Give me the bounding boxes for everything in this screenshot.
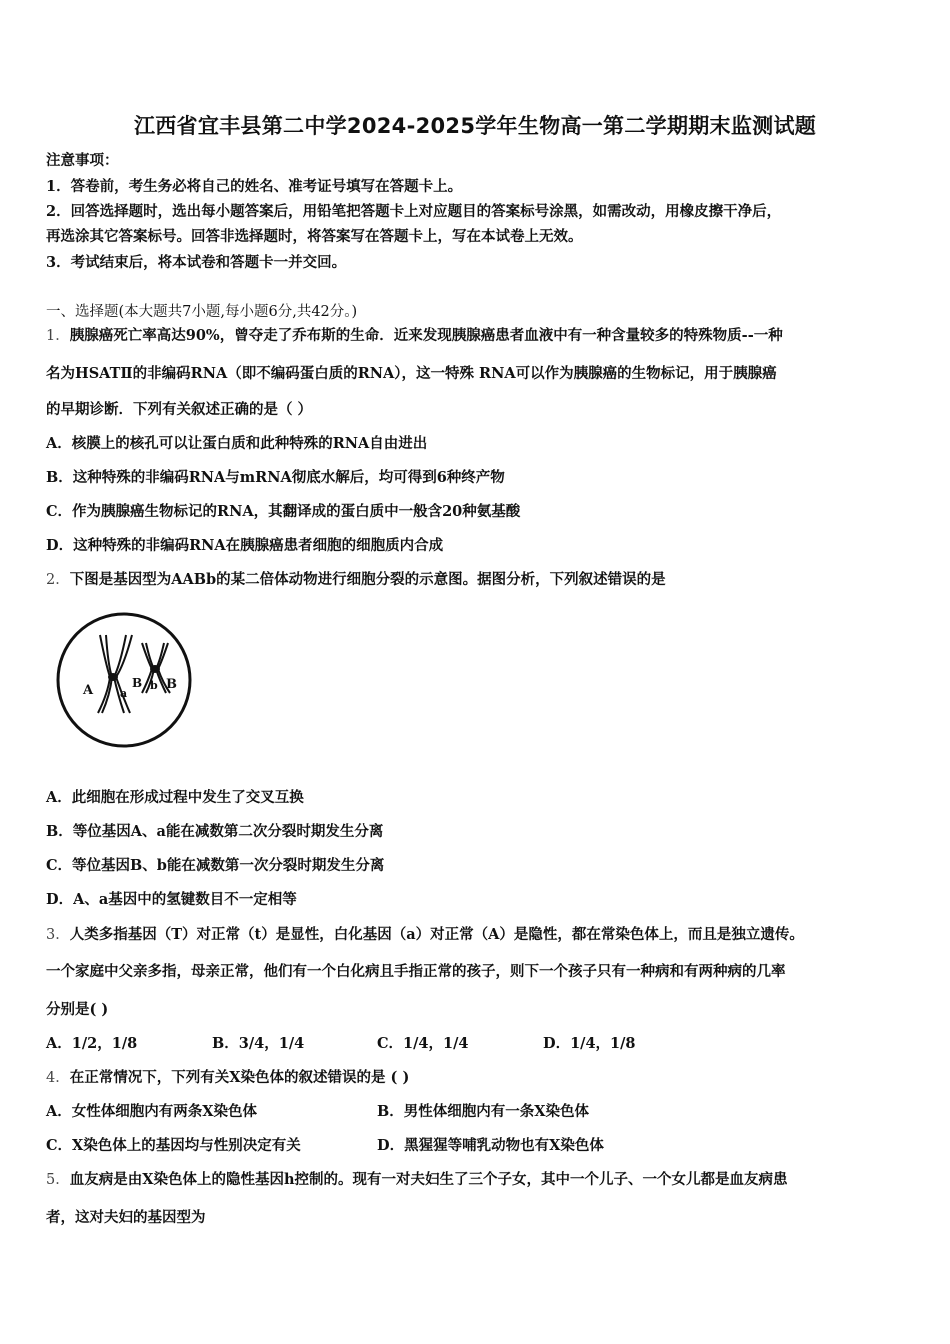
question-5-text: 血友病是由X染色体上的隐性基因h控制的。现有一对夫妇生了三个子女，其中一个儿子、一个女儿都是血友病患 <box>69 1171 788 1188</box>
question-1-text: 胰腺癌死亡率高达90%，曾夺走了乔布斯的生命．近来发现胰腺癌患者血液中有一种含量较多的特殊物质--一种 <box>69 327 783 344</box>
question-4-option-d: D．黑猩猩等哺乳动物也有X染色体 <box>377 1137 604 1154</box>
label-gene-b: b <box>150 679 158 692</box>
question-4-text: 在正常情况下，下列有关X染色体的叙述错误的是 ( ) <box>69 1069 410 1086</box>
label-gene-A: A <box>83 683 94 698</box>
question-4-option-b: B．男性体细胞内有一条X染色体 <box>377 1103 590 1120</box>
question-2-text: 下图是基因型为AABb的某二倍体动物进行细胞分裂的示意图。据图分析，下列叙述错误的是 <box>69 571 666 588</box>
question-4-option-c: C．X染色体上的基因均与性别决定有关 <box>46 1137 301 1154</box>
label-gene-B-left: B <box>132 676 143 690</box>
question-2-option-c: C．等位基因B、b能在减数第一次分裂时期发生分离 <box>46 857 385 874</box>
question-1-number: 1． <box>46 328 70 344</box>
question-1-option-b: B．这种特殊的非编码RNA与mRNA彻底水解后，均可得到6种终产物 <box>46 469 505 486</box>
question-2-line <box>46 571 666 589</box>
page-title: 江西省宜丰县第二中学2024-2025学年生物高一第二学期期末监测试题 <box>133 114 817 138</box>
question-1-option-a: A．核膜上的核孔可以让蛋白质和此种特殊的RNA自由进出 <box>46 435 428 452</box>
notice-item: 2．回答选择题时，选出每小题答案后，用铅笔把答题卡上对应题目的答案标号涂黑，如需改动，用橡皮擦干净后， <box>46 203 782 220</box>
question-4-line <box>46 1069 409 1087</box>
question-5-line <box>46 1171 788 1189</box>
question-3-line <box>46 926 804 944</box>
label-gene-a: a <box>120 687 128 700</box>
question-2-option-a: A．此细胞在形成过程中发生了交叉互换 <box>46 789 304 806</box>
question-1-text: 的早期诊断．下列有关叙述正确的是（ ） <box>46 401 313 418</box>
question-3-text: 一个家庭中父亲多指，母亲正常，他们有一个白化病且手指正常的孩子，则下一个孩子只有一种病和有两种病的几率 <box>46 963 786 980</box>
question-3-number: 3． <box>46 927 70 943</box>
question-3-option-c: C．1/4，1/4 <box>377 1035 469 1052</box>
question-3-text: 人类多指基因（T）对正常（t）是显性，白化基因（a）对正常（A）是隐性，都在常染色体上，而且是独立遗传。 <box>69 926 804 943</box>
notice-heading: 注意事项： <box>46 152 119 169</box>
question-2-option-b: B．等位基因A、a能在减数第二次分裂时期发生分离 <box>46 823 384 840</box>
question-1-line <box>46 327 783 345</box>
question-4-option-a: A．女性体细胞内有两条X染色体 <box>46 1103 257 1120</box>
question-3-option-d: D．1/4，1/8 <box>543 1035 636 1052</box>
question-2-number: 2． <box>46 572 70 588</box>
question-3-option-b: B．3/4，1/4 <box>212 1035 305 1052</box>
section-heading: 一、选择题(本大题共7小题,每小题6分,共42分。) <box>46 304 358 320</box>
cell-division-figure <box>50 605 200 755</box>
notice-item: 1．答卷前，考生务必将自己的姓名、准考证号填写在答题卡上。 <box>46 178 463 195</box>
question-3-text: 分别是( ) <box>46 1001 109 1018</box>
label-gene-B-right: B <box>166 677 177 692</box>
chromosome-left <box>98 635 132 713</box>
question-4-number: 4． <box>46 1070 70 1086</box>
question-5-text: 者，这对夫妇的基因型为 <box>46 1209 206 1226</box>
notice-item: 3．考试结束后，将本试卷和答题卡一并交回。 <box>46 254 347 271</box>
notice-item: 再选涂其它答案标号。回答非选择题时，将答案写在答题卡上，写在本试卷上无效。 <box>46 228 583 245</box>
question-2-option-d: D．A、a基因中的氢键数目不一定相等 <box>46 891 297 908</box>
question-1-option-d: D．这种特殊的非编码RNA在胰腺癌患者细胞的细胞质内合成 <box>46 537 444 554</box>
question-5-number: 5． <box>46 1172 70 1188</box>
question-1-text: 名为HSATⅡ的非编码RNA（即不编码蛋白质的RNA），这一特殊 RNA可以作为胰腺癌的生物标记，用于胰腺癌 <box>46 365 777 382</box>
question-3-option-a: A．1/2，1/8 <box>46 1035 138 1052</box>
question-1-option-c: C．作为胰腺癌生物标记的RNA，其翻译成的蛋白质中一般含20种氨基酸 <box>46 503 521 520</box>
